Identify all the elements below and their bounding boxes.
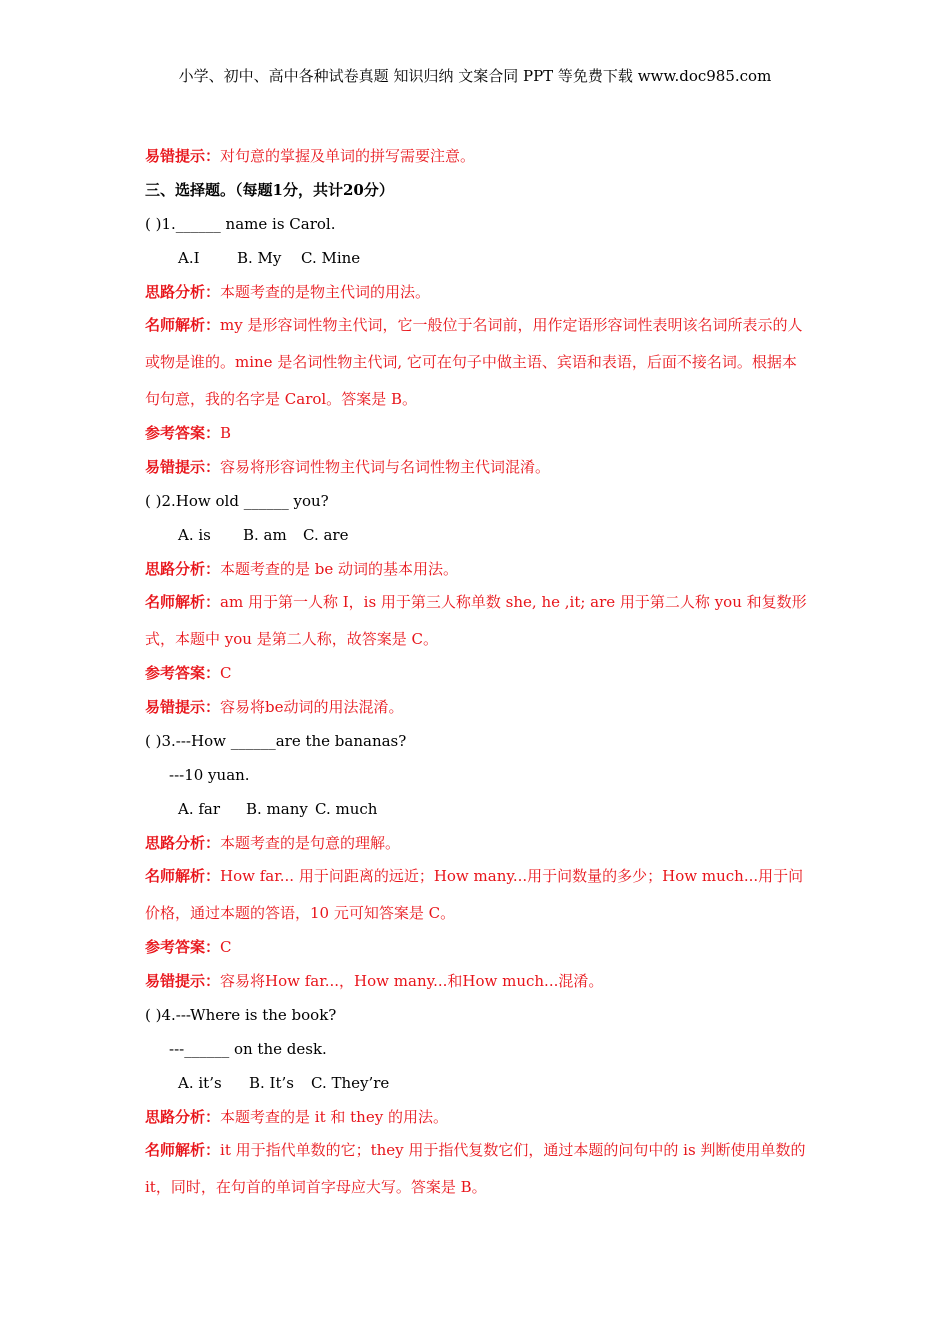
analysis-label: 思路分析： — [145, 834, 221, 852]
teacher-explanation — [145, 584, 810, 658]
answer-label: 参考答案： — [145, 424, 221, 442]
question-answer-line: ---______ on the desk. — [169, 1040, 327, 1058]
teacher-text: it 用于指代单数的它；they 用于指代复数它们，通过本题的问句中的 is 判断使用单数的 it，同时，在句首的单词首字母应大写。答案是 B。 — [145, 1141, 806, 1196]
answer-text: B — [220, 424, 232, 442]
analysis-text: 本题考查的是 it 和 they 的用法。 — [220, 1108, 448, 1126]
analysis-text: 本题考查的是物主代词的用法。 — [220, 283, 431, 301]
tip-text: 容易将be动词的用法混淆。 — [220, 698, 404, 716]
teacher-text: How far... 用于问距离的远近；How many...用于问数量的多少；How much...用于问价格，通过本题的答语，10 元可知答案是 C。 — [145, 867, 804, 922]
question-options — [145, 248, 810, 268]
teacher-label: 名师解析： — [145, 867, 221, 885]
analysis — [145, 833, 810, 853]
analysis — [145, 282, 810, 302]
answer-text: C — [220, 938, 232, 956]
page-header: 小学、初中、高中各种试卷真题 知识归纳 文案合同 PPT 等免费下载 www.doc985.com — [178, 67, 772, 85]
option-b: B. many — [246, 800, 308, 818]
question-options — [145, 525, 810, 545]
option-a: A.I — [178, 249, 200, 267]
option-c: C. are — [303, 526, 349, 544]
page-content — [145, 146, 810, 1211]
error-tip — [145, 971, 810, 991]
teacher-label: 名师解析： — [145, 316, 221, 334]
teacher-label: 名师解析： — [145, 593, 221, 611]
tip-label: 易错提示： — [145, 147, 221, 165]
analysis-label: 思路分析： — [145, 283, 221, 301]
question-answer-line: ---10 yuan. — [169, 766, 250, 784]
teacher-label: 名师解析： — [145, 1141, 221, 1159]
teacher-explanation — [145, 1132, 810, 1206]
answer-label: 参考答案： — [145, 664, 221, 682]
error-tip — [145, 697, 810, 717]
analysis-text: 本题考查的是 be 动词的基本用法。 — [220, 560, 459, 578]
reference-answer — [145, 663, 810, 683]
analysis-text: 本题考查的是句意的理解。 — [220, 834, 401, 852]
question-stem: ( )2.How old ______ you? — [145, 492, 329, 510]
option-c: C. Mine — [301, 249, 361, 267]
question-stem: ( )4.---Where is the book? — [145, 1006, 337, 1024]
analysis — [145, 1107, 810, 1127]
tip-text: 对句意的掌握及单词的拼写需要注意。 — [220, 147, 476, 165]
tip-label: 易错提示： — [145, 698, 221, 716]
teacher-text: my 是形容词性物主代词，它一般位于名词前，用作定语形容词性表明该名词所表示的人或物是谁的。mine 是名词性物主代词, 它可在句子中做主语、宾语和表语，后面不接名词。根据本句句意，我的名字是 Carol。答案是 B。 — [145, 316, 803, 408]
question-options — [145, 799, 810, 819]
option-b: B. It’s — [249, 1074, 294, 1092]
question-options — [145, 1073, 810, 1093]
teacher-text: am 用于第一人称 I，is 用于第三人称单数 she, he ,it; are 用于第二人称 you 和复数形式，本题中 you 是第二人称，故答案是 C。 — [145, 593, 807, 648]
analysis — [145, 559, 810, 579]
question-stem: ( )1.______ name is Carol. — [145, 215, 336, 233]
intro-tip — [145, 146, 810, 166]
answer-text: C — [220, 664, 232, 682]
tip-label: 易错提示： — [145, 972, 221, 990]
analysis-label: 思路分析： — [145, 560, 221, 578]
teacher-explanation — [145, 858, 810, 932]
reference-answer — [145, 937, 810, 957]
tip-label: 易错提示： — [145, 458, 221, 476]
tip-text: 容易将How far...，How many...和How much...混淆。 — [220, 972, 604, 990]
error-tip — [145, 457, 810, 477]
option-c: C. much — [315, 800, 378, 818]
section-title: 三、选择题。（每题1分，共计20分） — [145, 181, 394, 199]
answer-label: 参考答案： — [145, 938, 221, 956]
analysis-label: 思路分析： — [145, 1108, 221, 1126]
option-a: A. far — [178, 800, 221, 818]
option-c: C. They’re — [311, 1074, 390, 1092]
tip-text: 容易将形容词性物主代词与名词性物主代词混淆。 — [220, 458, 551, 476]
question-stem: ( )3.---How ______are the bananas? — [145, 732, 407, 750]
teacher-explanation — [145, 307, 810, 418]
option-a: A. it’s — [178, 1074, 222, 1092]
option-b: B. My — [237, 249, 282, 267]
option-b: B. am — [243, 526, 287, 544]
reference-answer — [145, 423, 810, 443]
option-a: A. is — [178, 526, 211, 544]
